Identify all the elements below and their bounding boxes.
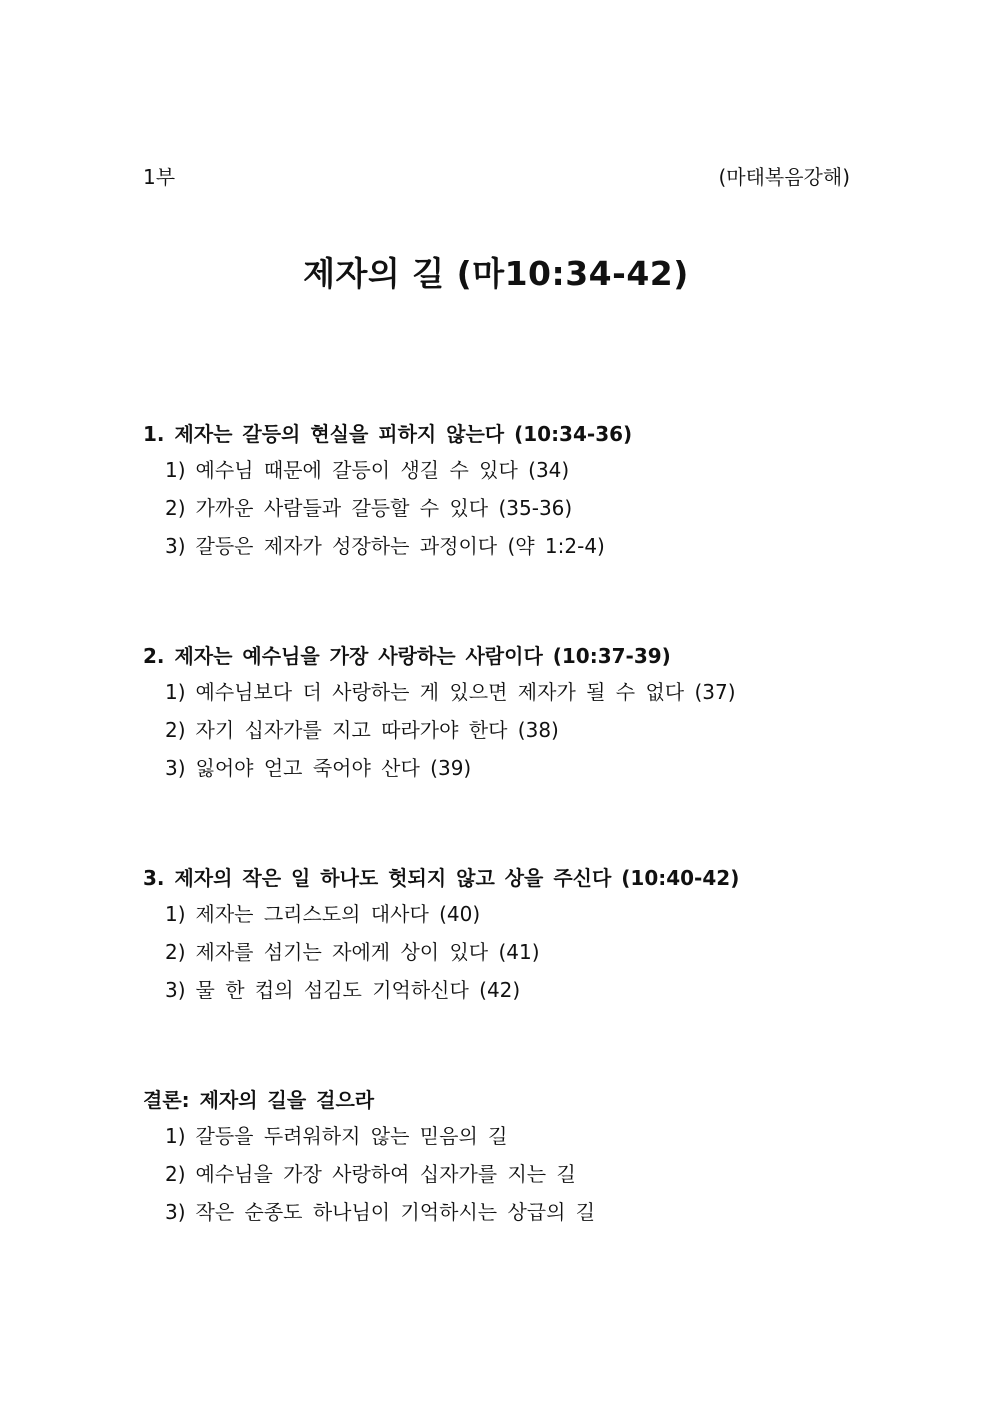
item-number: 3) <box>165 534 186 558</box>
item-number: 1) <box>165 902 186 926</box>
list-item <box>143 1193 863 1231</box>
item-number: 1) <box>165 458 186 482</box>
item-text: 잃어야 얻고 죽어야 산다 (39) <box>195 756 472 780</box>
list-item <box>143 489 863 527</box>
item-number: 2) <box>165 496 186 520</box>
section-heading: 결론: 제자의 길을 걸으라 <box>143 1088 375 1112</box>
item-text: 갈등은 제자가 성장하는 과정이다 (약 1:2-4) <box>195 534 605 558</box>
item-number: 3) <box>165 756 186 780</box>
item-text: 갈등을 두려워하지 않는 믿음의 길 <box>195 1124 508 1148</box>
section-heading: 1. 제자는 갈등의 현실을 피하지 않는다 (10:34-36) <box>143 422 633 446</box>
item-text: 예수님보다 더 사랑하는 게 있으면 제자가 될 수 없다 (37) <box>195 680 736 704</box>
item-text: 가까운 사람들과 갈등할 수 있다 (35-36) <box>195 496 573 520</box>
series-label: (마태복음강해) <box>718 165 850 189</box>
list-item <box>143 527 863 565</box>
document-title: 제자의 길 (마10:34-42) <box>303 254 689 293</box>
item-number: 2) <box>165 940 186 964</box>
list-item <box>143 451 863 489</box>
point-list <box>143 895 863 1009</box>
item-number: 3) <box>165 978 186 1002</box>
section-3 <box>143 861 863 1009</box>
item-text: 자기 십자가를 지고 따라가야 한다 (38) <box>195 718 559 742</box>
list-item <box>143 933 863 971</box>
item-number: 2) <box>165 1162 186 1186</box>
list-item <box>143 1117 863 1155</box>
section-1 <box>143 417 863 565</box>
outline-sections <box>143 417 863 1305</box>
list-item <box>143 711 863 749</box>
section-heading: 3. 제자의 작은 일 하나도 헛되지 않고 상을 주신다 (10:40-42) <box>143 866 740 890</box>
item-text: 예수님을 가장 사랑하여 십자가를 지는 길 <box>195 1162 576 1186</box>
section-heading: 2. 제자는 예수님을 가장 사랑하는 사람이다 (10:37-39) <box>143 644 671 668</box>
item-number: 2) <box>165 718 186 742</box>
list-item <box>143 749 863 787</box>
point-list <box>143 1117 863 1231</box>
section-conclusion <box>143 1083 863 1231</box>
part-label: 1부 <box>143 165 176 189</box>
list-item <box>143 1155 863 1193</box>
list-item <box>143 895 863 933</box>
point-list <box>143 673 863 787</box>
point-list <box>143 451 863 565</box>
item-number: 1) <box>165 1124 186 1148</box>
item-text: 예수님 때문에 갈등이 생길 수 있다 (34) <box>195 458 570 482</box>
item-number: 3) <box>165 1200 186 1224</box>
item-text: 작은 순종도 하나님이 기억하시는 상급의 길 <box>195 1200 596 1224</box>
item-text: 제자를 섬기는 자에게 상이 있다 (41) <box>195 940 540 964</box>
item-text: 물 한 컵의 섬김도 기억하신다 (42) <box>195 978 521 1002</box>
list-item <box>143 971 863 1009</box>
section-2 <box>143 639 863 787</box>
list-item <box>143 673 863 711</box>
item-number: 1) <box>165 680 186 704</box>
item-text: 제자는 그리스도의 대사다 (40) <box>195 902 481 926</box>
